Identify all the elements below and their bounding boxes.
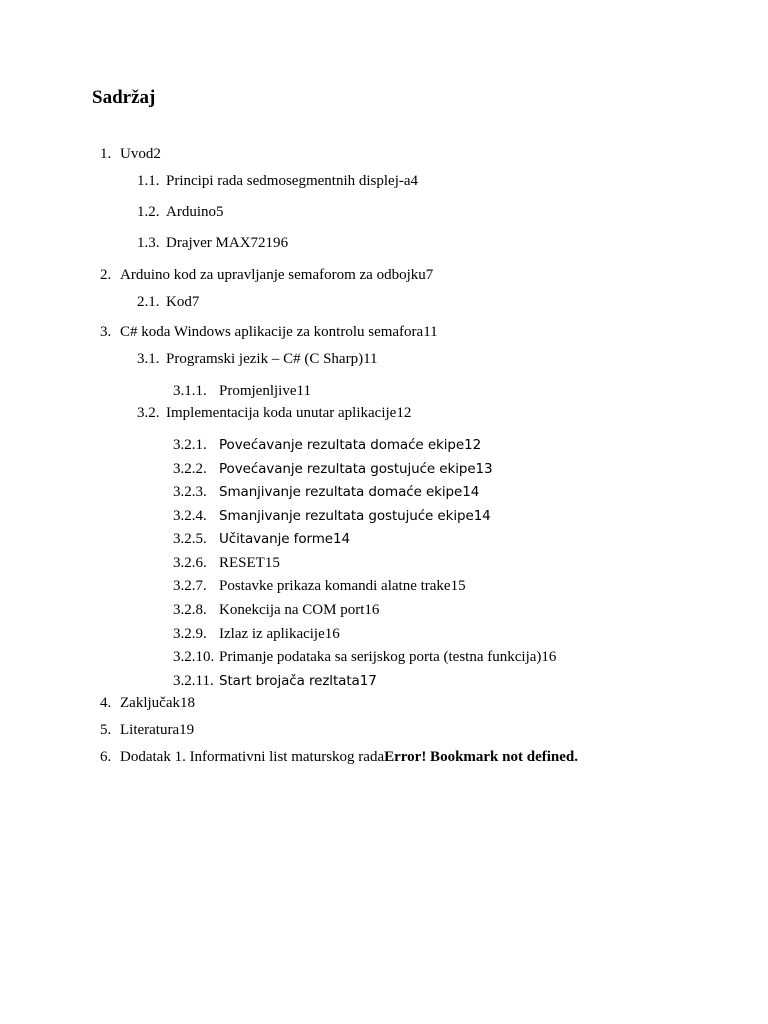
toc-entry-3-2-8[interactable] [173, 601, 379, 619]
toc-entry-number: 3.1.1. [173, 383, 207, 399]
toc-entry-1-2[interactable] [137, 203, 224, 221]
toc-entry-2-1[interactable] [137, 293, 199, 311]
toc-entry-3-2-2[interactable] [173, 460, 493, 478]
toc-entry-text: Arduino kod za upravljanje semaforom za odbojku [120, 267, 426, 283]
toc-entry-number: 3.2.1. [173, 437, 207, 453]
toc-entry-page: 11 [423, 324, 438, 340]
toc-entry-3-2-11[interactable] [173, 672, 377, 690]
toc-entry-page: 2 [153, 146, 161, 162]
toc-entry-3-1[interactable] [137, 350, 378, 368]
toc-entry-page: 15 [450, 578, 466, 594]
toc-entry-text: Izlaz iz aplikacije [219, 626, 325, 642]
toc-entry-page: 16 [324, 626, 340, 642]
toc-entry-page: 16 [364, 602, 380, 618]
toc-entry-number: 1.3. [137, 235, 160, 251]
toc-entry-number: 3.2.7. [173, 578, 207, 594]
toc-entry-page: 4 [410, 173, 419, 189]
toc-entry-3-1-1[interactable] [173, 382, 311, 400]
toc-entry-number: 3.2.4. [173, 508, 207, 524]
toc-entry-page: 12 [396, 405, 412, 421]
toc-entry-page: 5 [216, 204, 224, 220]
toc-entry-5[interactable] [100, 721, 194, 739]
toc-entry-3-2-6[interactable] [173, 554, 280, 572]
toc-entry-number: 1.1. [137, 173, 160, 189]
toc-entry-3-2-5[interactable] [173, 530, 350, 548]
toc-entry-page: 14 [462, 484, 480, 500]
toc-entry-3-2-3[interactable] [173, 483, 479, 501]
toc-entry-page: 15 [264, 555, 280, 571]
toc-entry-3[interactable] [100, 323, 438, 341]
toc-entry-text: Kod [166, 294, 192, 310]
toc-entry-text: Primanje podataka sa serijskog porta (testna funkcija) [219, 649, 542, 665]
toc-entry-text: Arduino [166, 204, 216, 220]
toc-entry-number: 3.2.10. [173, 649, 215, 665]
toc-entry-number: 3.2.11. [173, 673, 214, 689]
toc-entry-page: 16 [541, 649, 557, 665]
toc-entry-2[interactable] [100, 266, 433, 284]
toc-entry-number: 5. [100, 722, 112, 738]
toc-entry-3-2[interactable] [137, 404, 411, 422]
toc-entry-page: 12 [464, 437, 482, 453]
toc-entry-page-error: Error! Bookmark not defined. [384, 749, 578, 765]
toc-entry-page: 11 [296, 383, 311, 399]
toc-entry-number: 6. [100, 749, 112, 765]
toc-entry-text: Literatura [120, 722, 180, 738]
toc-entry-text: Promjenljive [219, 383, 297, 399]
toc-entry-number: 3.2.2. [173, 461, 207, 477]
toc-entry-1[interactable] [100, 145, 161, 163]
toc-entry-text: Principi rada sedmosegmentnih displej-a [166, 173, 411, 189]
toc-entry-text: C# koda Windows aplikacije za kontrolu semafora [120, 324, 424, 340]
toc-entry-page: 14 [473, 508, 491, 524]
toc-entry-page: 19 [179, 722, 195, 738]
toc-entry-number: 1.2. [137, 204, 160, 220]
toc-entry-text: Povećavanje rezultata gostujuće ekipe [219, 461, 476, 477]
toc-entry-3-2-1[interactable] [173, 436, 481, 454]
toc-entry-number: 3.2.5. [173, 531, 207, 547]
toc-entry-number: 3.2.3. [173, 484, 207, 500]
toc-entry-page: 7 [425, 267, 434, 283]
toc-entry-text: Dodatak 1. Informativni list maturskog rada [120, 749, 385, 765]
toc-entry-text: Zaključak [120, 695, 180, 711]
toc-entry-6[interactable] [100, 748, 578, 766]
toc-entry-text: Uvod [120, 146, 154, 162]
toc-entry-number: 3.2.9. [173, 626, 207, 642]
toc-entry-number: 1. [100, 146, 112, 162]
toc-entry-page: 18 [179, 695, 195, 711]
toc-entry-text: Implementacija koda unutar aplikacije [166, 405, 397, 421]
toc-entry-page: 11 [363, 351, 378, 367]
toc-entry-number: 3.2.8. [173, 602, 207, 618]
toc-entry-number: 2.1. [137, 294, 160, 310]
toc-entry-number: 4. [100, 695, 112, 711]
toc-entry-number: 3.1. [137, 351, 160, 367]
toc-entry-text: Start brojača rezltata [219, 673, 360, 689]
toc-entry-text: Učitavanje forme [219, 531, 333, 547]
toc-entry-text: Konekcija na COM port [219, 602, 365, 618]
toc-entry-text: Postavke prikaza komandi alatne trake [219, 578, 451, 594]
toc-entry-page: 14 [332, 531, 350, 547]
toc-entry-4[interactable] [100, 694, 195, 712]
toc-entry-number: 3. [100, 324, 112, 340]
toc-entry-text: Programski jezik – C# (C Sharp) [166, 351, 364, 367]
toc-entry-text: RESET [219, 555, 265, 571]
toc-entry-page: 13 [475, 461, 493, 477]
toc-entry-page: 6 [280, 235, 289, 251]
toc-entry-text: Drajver MAX7219 [166, 235, 281, 251]
toc-title: Sadržaj [92, 87, 156, 108]
toc-entry-text: Smanjivanje rezultata domaće ekipe [219, 484, 463, 500]
toc-entry-1-3[interactable] [137, 234, 288, 252]
toc-entry-page: 17 [359, 673, 377, 689]
toc-entry-number: 3.2.6. [173, 555, 207, 571]
toc-entry-page: 7 [191, 294, 200, 310]
toc-entry-3-2-4[interactable] [173, 507, 491, 525]
toc-entry-3-2-9[interactable] [173, 625, 340, 643]
toc-entry-number: 3.2. [137, 405, 160, 421]
toc-entry-1-1[interactable] [137, 172, 418, 190]
toc-entry-3-2-7[interactable] [173, 577, 466, 595]
toc-entry-text: Povećavanje rezultata domaće ekipe [219, 437, 465, 453]
toc-entry-3-2-10[interactable] [173, 648, 556, 666]
toc-entry-text: Smanjivanje rezultata gostujuće ekipe [219, 508, 474, 524]
toc-entry-number: 2. [100, 267, 112, 283]
